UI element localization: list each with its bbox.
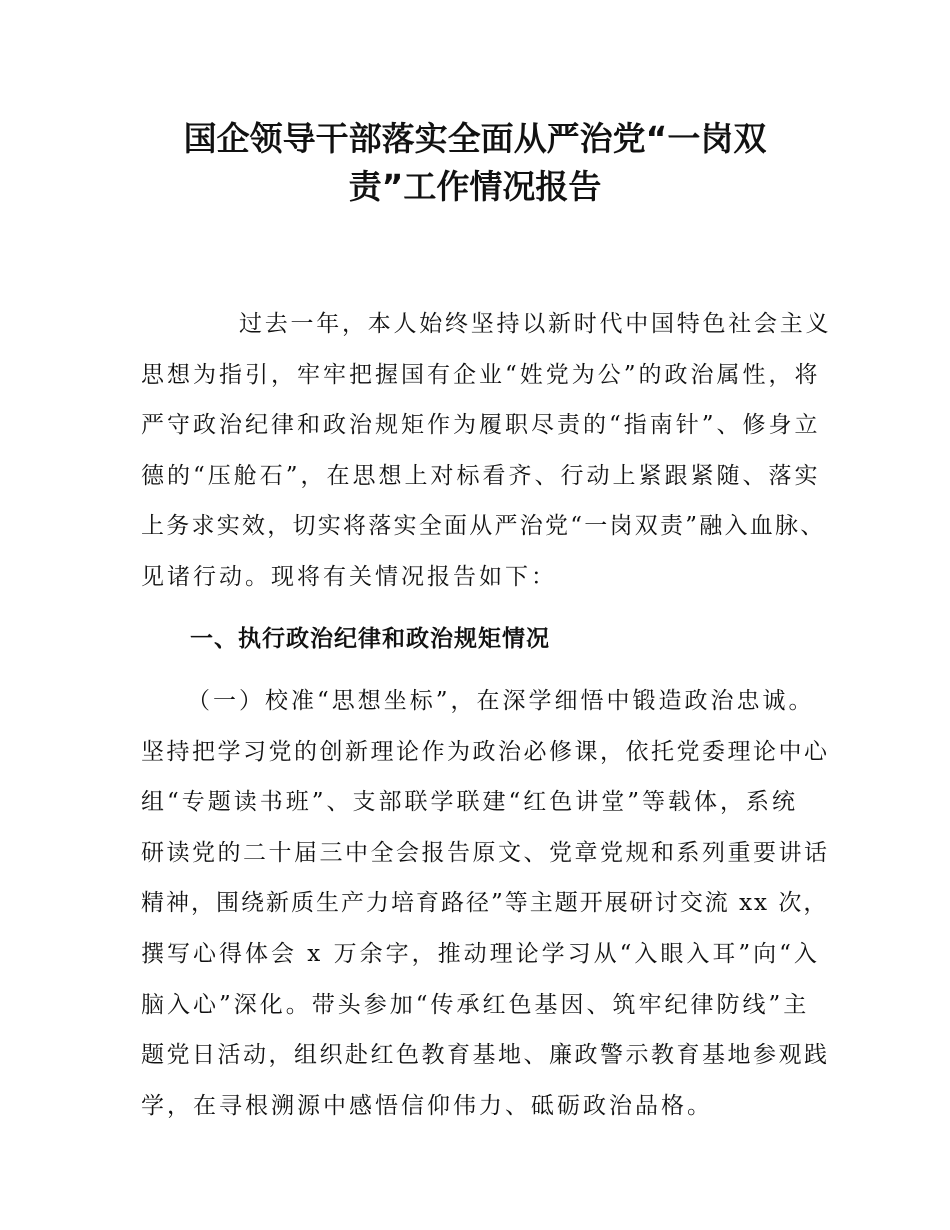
intro-line: 德的“压舱石”，在思想上对标看齐、行动上紧跟紧随、落实 (141, 462, 821, 489)
paragraph-line: 精神，围绕新质生产力培育路径”等主题开展研讨交流 xx 次， (141, 890, 829, 917)
section-1-subsection-1-paragraph (141, 676, 831, 1131)
intro-paragraph (141, 299, 831, 603)
paragraph-line: 组“专题读书班”、支部联学联建“红色讲堂”等载体，系统 (141, 789, 799, 816)
paragraph-line: （一）校准“思想坐标”，在深学细悟中锻造政治忠诚。 (187, 688, 815, 714)
document-title-line-1: 国企领导干部落实全面从严治党“一岗双 (183, 119, 767, 158)
intro-line: 见诸行动。现将有关情况报告如下： (141, 563, 557, 590)
intro-line: 上务求实效，切实将落实全面从严治党“一岗双责”融入血脉、 (141, 513, 826, 540)
paragraph-line: 坚持把学习党的创新理论作为政治必修课，依托党委理论中心 (141, 738, 830, 765)
paragraph-line: 撰写心得体会 x 万余字，推动理论学习从“入眼入耳”向“入 (141, 940, 820, 967)
document-title-line-2: 责”工作情况报告 (348, 167, 602, 206)
intro-line: 严守政治纪律和政治规矩作为履职尽责的“指南针”、修身立 (141, 412, 821, 439)
paragraph-line: 学，在寻根溯源中感悟信仰伟力、砥砺政治品格。 (141, 1092, 713, 1119)
paragraph-line: 题党日活动，组织赴红色教育基地、廉政警示教育基地参观践 (141, 1042, 830, 1069)
intro-line: 思想为指引，牢牢把握国有企业“姓党为公”的政治属性，将 (141, 361, 821, 388)
paragraph-line: 脑入心”深化。带头参加“传承红色基因、筑牢纪律防线”主 (141, 991, 810, 1018)
section-1-heading: 一、执行政治纪律和政治规矩情况 (190, 626, 550, 652)
intro-line: 过去一年，本人始终坚持以新时代中国特色社会主义 (239, 311, 832, 337)
paragraph-line: 研读党的二十届三中全会报告原文、党章党规和系列重要讲话 (141, 839, 830, 866)
